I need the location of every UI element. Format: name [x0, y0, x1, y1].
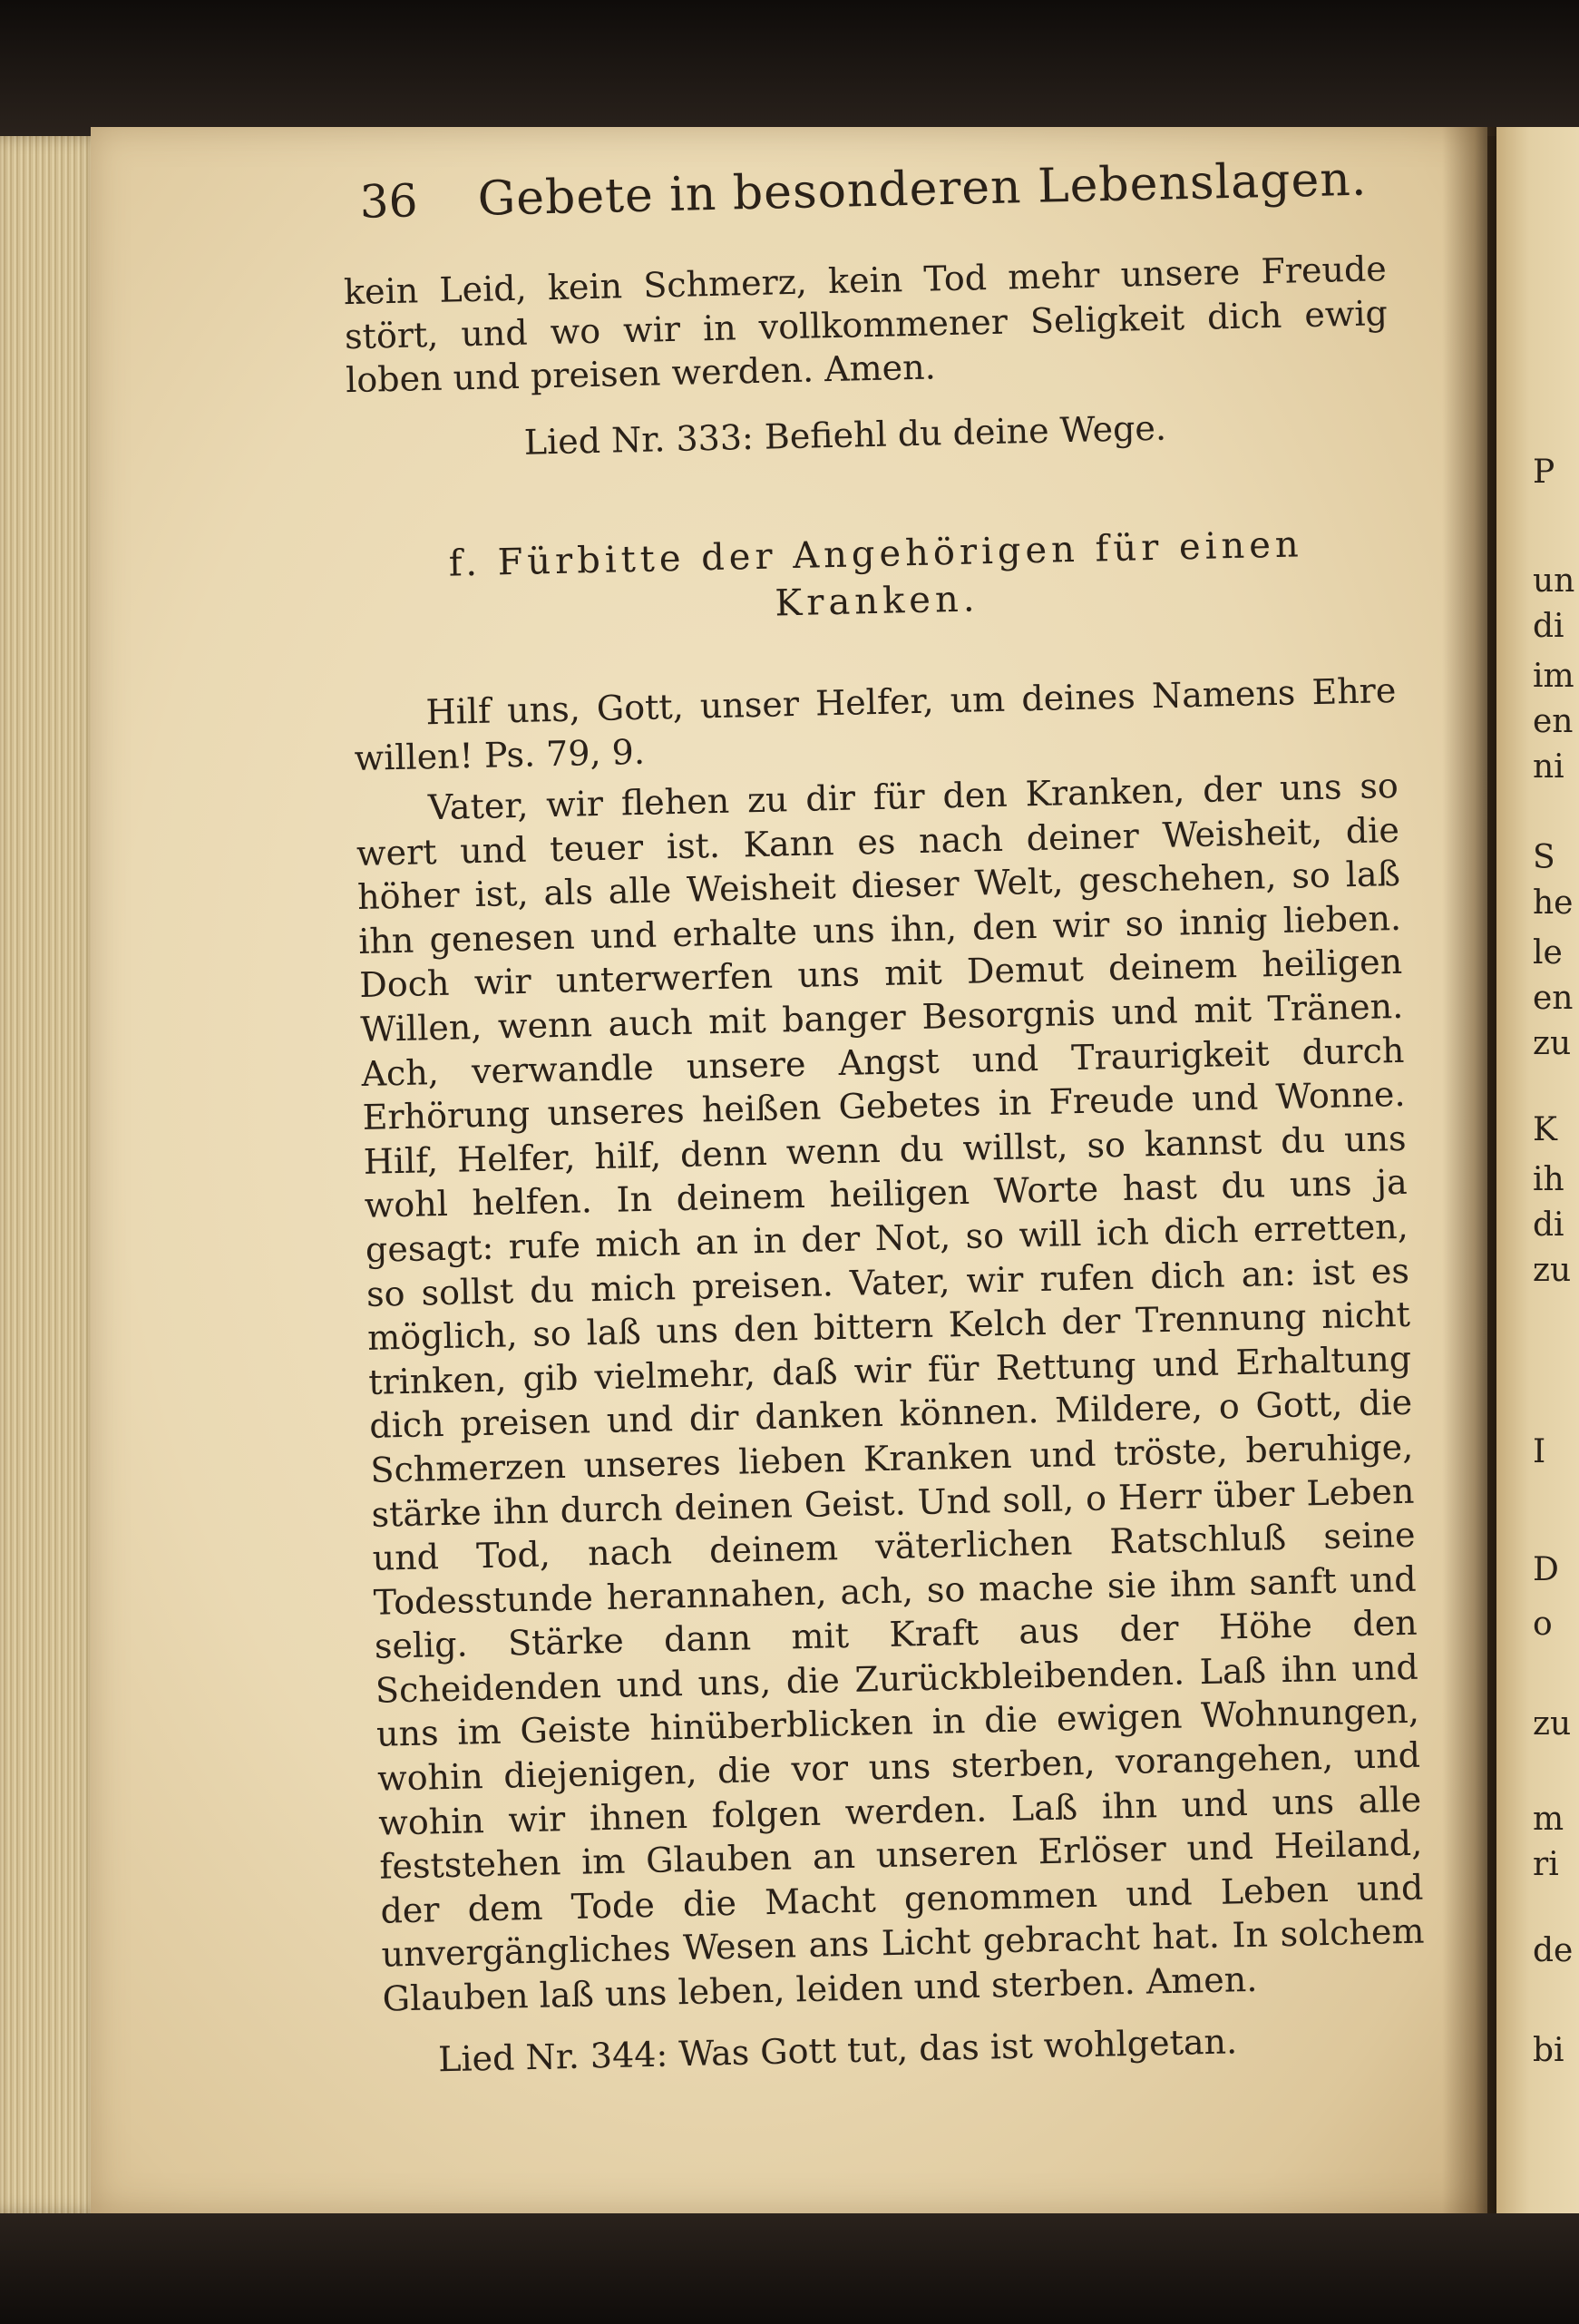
facing-page-fragment: P — [1533, 454, 1555, 491]
facing-page-fragment: di — [1533, 608, 1564, 645]
continuation-paragraph: kein Leid, kein Schmerz, kein Tod mehr unsere Freude stört, und wo wir in vollkommener Seligkeit dich ewig loben und preisen werden. Amen. — [343, 249, 1389, 401]
facing-page-fragment: D — [1533, 1551, 1559, 1588]
section-heading: f. Fürbitte der Angehörigen für einen Kranken. — [448, 523, 1304, 625]
facing-page-fragment: o — [1533, 1606, 1553, 1643]
page-edge-stack — [0, 136, 104, 2213]
facing-page-fragment: en — [1533, 703, 1574, 740]
facing-page-fragment: I — [1533, 1433, 1546, 1470]
facing-page-fragment: zu — [1533, 1252, 1572, 1289]
page-text-block — [323, 147, 1437, 2103]
prayer-paragraph: Vater, wir flehen zu dir für den Kranken, der uns so wert und teuer ist. Kann es nach deiner Weisheit, die höher ist, als alle Weisheit dieser Welt, geschehen, so laß ihn genesen und erhalte uns ihn, den wir so innig lieben. Doch wir unterwerfen uns mit Demut deinem heiligen Willen, wenn auch mit banger Besorgnis und mit Tränen. Ach, verwandle unsere Angst und Traurigkeit durch Erhörung unseres heißen Gebetes in Freude und Wonne. Hilf, Helfer, hilf, denn wenn du willst, so kannst du uns wohl helfen. In deinem heiligen Worte hast du uns ja gesagt: rufe mich an in der Not, so will ich dich erretten, so sollst du mich preisen. Vater, wir rufen dich an: ist es möglich, so laß uns den bittern Kelch der Trennung nicht trinken, gib vielmehr, daß wir für Rettung und Erhaltung dich preisen und dir danken können. Mildere, o Gott, die Schmerzen unseres lieben Kranken und tröste, beruhige, stärke ihn durch deinen Geist. Und soll, o Herr über Leben und Tod, nach deinem väterlichen Ratschluß seine Todesstunde herannahen, ach, so mache sie ihm sanft und selig. Stärke dann mit Kraft aus der Höhe den Scheidenden und uns, die Zurückbleibenden. Laß ihn und uns im Geiste hinüberblicken in die ewigen Wohnungen, wohin diejenigen, die vor uns sterben, vorangehen, und wohin wir ihnen folgen werden. Laß ihn und uns alle feststehen im Glauben an unseren Erlöser und Heiland, der dem Tode die Macht genommen und Leben und unvergängliches Wesen ans Licht gebracht hat. In solchem Glauben laß uns leben, leiden und sterben. Amen. — [356, 765, 1425, 2019]
facing-page-fragment: bi — [1533, 2032, 1564, 2069]
page-number: 36 — [359, 174, 419, 229]
epigraph: Hilf uns, Gott, unser Helfer, um deines Namens Ehre willen! Ps. 79, 9. — [354, 669, 1397, 778]
facing-page-fragment: ih — [1533, 1161, 1564, 1198]
hymn-reference-2: Lied Nr. 344: Was Gott tut, das ist wohlgetan. — [437, 2021, 1238, 2080]
page-title: Gebete in besonderen Lebenslagen. — [477, 151, 1368, 227]
facing-page-fragment: zu — [1533, 1025, 1572, 1062]
facing-page-fragment: un — [1533, 562, 1575, 600]
book-gutter — [1442, 127, 1496, 2213]
facing-page-fragment: ri — [1533, 1846, 1559, 1883]
facing-page-text — [1533, 0, 1579, 2324]
facing-page-fragment: di — [1533, 1206, 1564, 1244]
facing-page-fragment: ni — [1533, 748, 1564, 786]
facing-page-fragment: le — [1533, 934, 1563, 972]
facing-page-fragment: de — [1533, 1932, 1574, 1969]
book-cover-bottom — [0, 2213, 1579, 2324]
facing-page-fragment: im — [1533, 658, 1574, 695]
facing-page-fragment: zu — [1533, 1705, 1572, 1743]
facing-page-fragment: K — [1533, 1111, 1557, 1148]
facing-page-fragment: S — [1533, 839, 1555, 876]
facing-page-fragment: m — [1533, 1801, 1564, 1838]
facing-page-fragment: he — [1533, 884, 1574, 922]
hymn-reference-1: Lied Nr. 333: Befiehl du deine Wege. — [523, 407, 1167, 463]
book-cover-top — [0, 0, 1579, 136]
facing-page-fragment: en — [1533, 980, 1574, 1017]
